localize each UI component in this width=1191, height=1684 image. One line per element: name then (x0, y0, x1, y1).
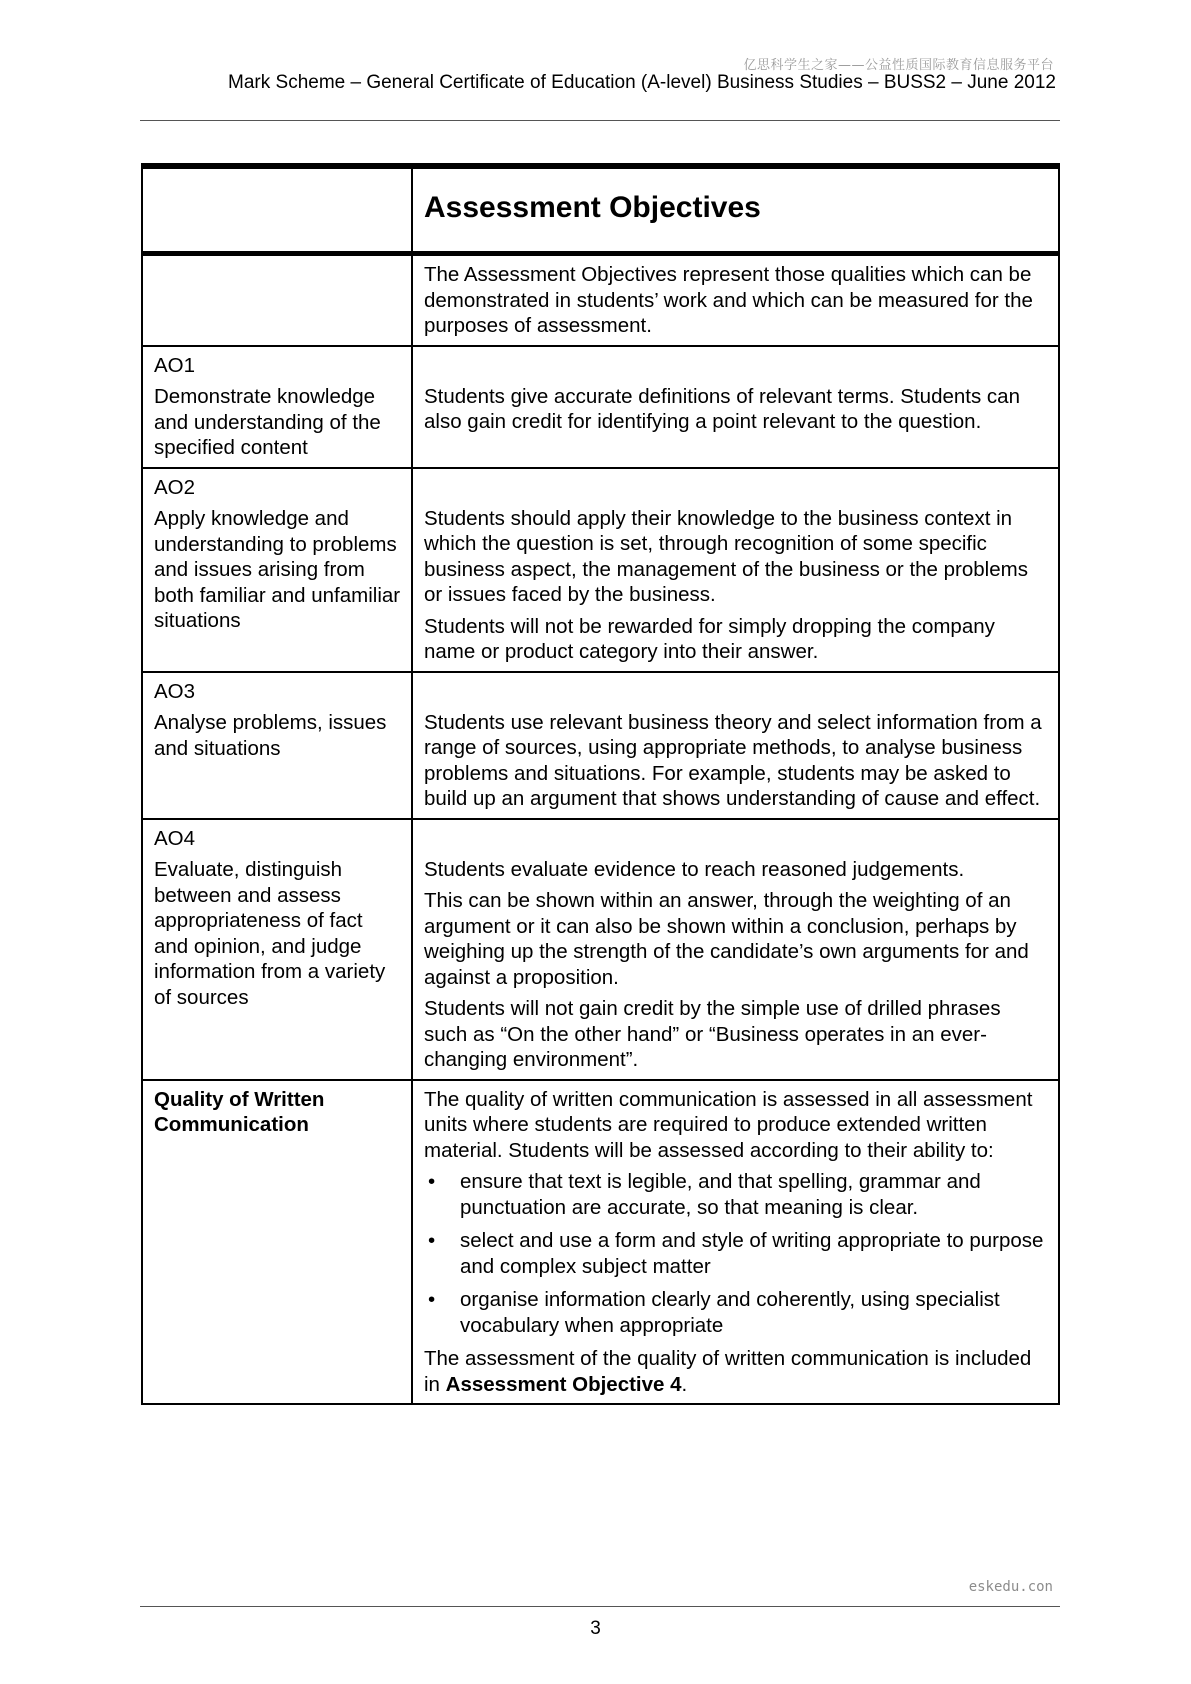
table-header-row (142, 166, 1059, 254)
objective-cell (142, 468, 412, 672)
table-row-qwc (142, 1080, 1059, 1405)
guidance-paragraph: Students use relevant business theory and select information from a range of sources, using appropriate methods, to analyse business problems and situations. For example, students may be asked to build up an argument that shows understanding of cause and effect. (424, 710, 1042, 810)
objective-description: Evaluate, distinguish between and assess appropriateness of fact and opinion, and judge information from a variety of sources (154, 858, 386, 1009)
table-row-ao1 (142, 346, 1059, 468)
spacer (424, 826, 1048, 857)
intro-cell (412, 254, 1059, 346)
objective-code: AO1 (154, 353, 196, 377)
table-row-ao4 (142, 819, 1059, 1080)
intro-row (142, 254, 1059, 346)
qwc-bullet-list (424, 1169, 1048, 1338)
objective-cell (142, 819, 412, 1080)
header-divider (140, 120, 1060, 121)
objective-description: Analyse problems, issues and situations (154, 711, 387, 760)
guidance-cell (412, 672, 1059, 819)
objective-description: Apply knowledge and understanding to problems and issues arising from both familiar and unfamiliar situations (154, 507, 401, 632)
objective-cell (142, 672, 412, 819)
objective-code: AO3 (154, 679, 196, 703)
objective-cell (142, 1080, 412, 1405)
list-item (424, 1169, 1048, 1220)
footer-watermark: eskedu.con (968, 1579, 1053, 1595)
objective-code: AO2 (154, 475, 196, 499)
table-header-empty-cell (142, 166, 412, 254)
page-number: 3 (590, 1618, 601, 1639)
spacer (424, 353, 1048, 384)
qwc-intro: The quality of written communication is assessed in all assessment units where students are required to produce extended written material. Students will be assessed according to their ability to: (424, 1087, 1033, 1162)
qwc-label: Quality of Written Communication (154, 1087, 325, 1136)
list-item-text: select and use a form and style of writing appropriate to purpose and complex subject matter (460, 1229, 1044, 1278)
assessment-objectives-table (141, 163, 1060, 1405)
table-row-ao3 (142, 672, 1059, 819)
objective-description: Demonstrate knowledge and understanding of the specified content (154, 385, 381, 459)
guidance-cell (412, 346, 1059, 468)
spacer (424, 475, 1048, 506)
list-item-text: ensure that text is legible, and that spelling, grammar and punctuation are accurate, so that meaning is clear. (460, 1170, 981, 1219)
spacer (424, 679, 1048, 710)
bullet-icon: • (428, 1229, 436, 1252)
qwc-closing-suffix: . (681, 1372, 688, 1396)
list-item-text: organise information clearly and coherently, using specialist vocabulary when appropriate (460, 1288, 1000, 1337)
qwc-closing-prefix: The assessment of the quality of written communication is included in (424, 1347, 1032, 1396)
list-item (424, 1228, 1048, 1279)
running-header-title: Mark Scheme – General Certificate of Education (A-level) Business Studies – BUSS2 – June 2012 (228, 72, 1056, 93)
objective-code: AO4 (154, 826, 196, 850)
guidance-cell (412, 468, 1059, 672)
qwc-closing (424, 1346, 1048, 1397)
guidance-paragraph: Students will not be rewarded for simply dropping the company name or product category into their answer. (424, 614, 995, 663)
guidance-paragraph: Students should apply their knowledge to the business context in which the question is set, through recognition of some specific business aspect, the management of the business or the problems or issues faced by the business. (424, 506, 1028, 606)
footer-divider (140, 1606, 1060, 1607)
guidance-paragraph: This can be shown within an answer, through the weighting of an argument or it can also be shown within a conclusion, perhaps by weighing up the strength of the candidate’s own arguments for and against a proposition. (424, 889, 1029, 989)
bullet-icon: • (428, 1170, 436, 1193)
qwc-closing-bold: Assessment Objective 4 (445, 1372, 682, 1396)
table-row-ao2 (142, 468, 1059, 672)
list-item (424, 1287, 1048, 1338)
bullet-icon: • (428, 1288, 436, 1311)
table-header-cell (412, 166, 1059, 254)
objective-cell (142, 346, 412, 468)
guidance-cell (412, 819, 1059, 1080)
intro-empty-cell (142, 254, 412, 346)
header-watermark: 亿思科学生之家——公益性质国际教育信息服务平台 (743, 58, 1054, 73)
guidance-cell (412, 1080, 1059, 1405)
intro-text: The Assessment Objectives represent those qualities which can be demonstrated in students’ work and which can be measured for the purposes of assessment. (424, 263, 1033, 337)
guidance-paragraph: Students give accurate definitions of relevant terms. Students can also gain credit for identifying a point relevant to the question. (424, 384, 1020, 433)
table-heading: Assessment Objectives (424, 191, 761, 224)
guidance-paragraph: Students evaluate evidence to reach reasoned judgements. (424, 857, 965, 881)
guidance-paragraph: Students will not gain credit by the simple use of drilled phrases such as “On the other hand” or “Business operates in an ever-changing environment”. (424, 997, 1001, 1071)
